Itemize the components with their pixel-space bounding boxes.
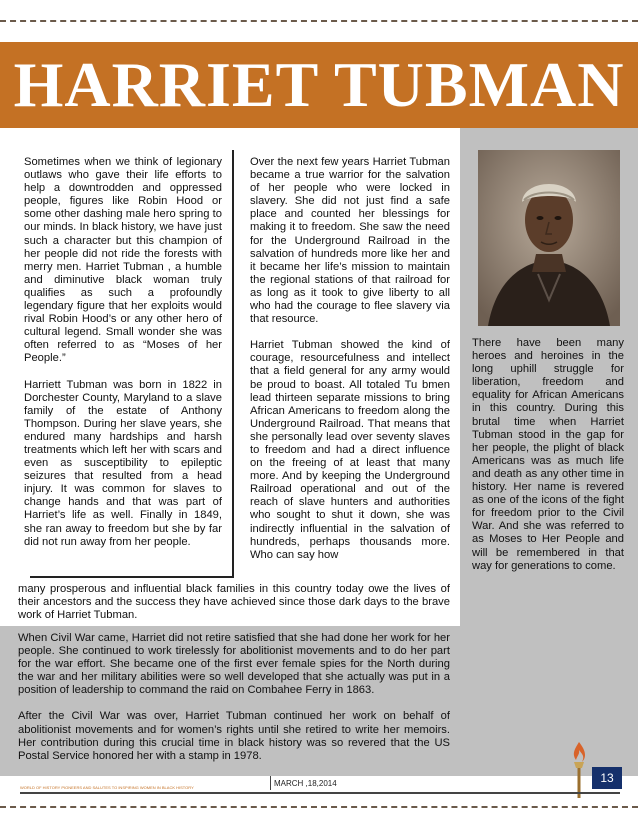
footer-publication-line: WORLD OF HISTORY PIONEERS AND SALUTES TO INSPIRING WOMEN IN BLACK HISTORY <box>20 785 194 790</box>
page-title: HARRIET TUBMAN <box>13 49 625 120</box>
footer-rule <box>20 792 620 794</box>
harriet-tubman-portrait <box>478 150 620 326</box>
column-divider-vertical <box>232 150 234 576</box>
col1-paragraph-1: Sometimes when we think of legionary outlaws who gave their life efforts to help a downtrodden and oppressed people, figures like Robin Hood or some other dashing male hero spring to our minds. In black history, we have just such a character but this champion of her people did not ride the forests with merry men. Harriet Tubman , a humble and diminutive black woman truly qualifies as such a profoundly legendary figure that her exploits would rival Robin Hood’s or any other hero of cultural legend. Small wonder she was often referred to as “Moses of her People.” <box>24 156 222 365</box>
article-column-1 <box>24 156 222 562</box>
lower-paragraph-2: After the Civil War was over, Harriet Tubman continued her work on behalf of abolitionist movements and for women’s rights until she retired to write her memoirs. Her contribution during this crucial time in black history was so revered that the US Postal Service honored her with a stamp in 1978. <box>18 710 450 762</box>
bottom-dashed-border <box>0 806 638 808</box>
article-column-2 <box>250 156 450 575</box>
footer-date: MARCH ,18,2014 <box>274 779 341 789</box>
col2-paragraph-1: Over the next few years Harriet Tubman became a true warrior for the salvation of her people who were locked in slavery. She did not just find a safe place and counted her blessings for making it to freedom. She saw the need for the Underground Railroad in the salvation of hundreds more like her and it became her life’s mission to maintain the regional stations of that railroad for as long as it took to give liberty to all who had the courage to flee slavery via that resource. <box>250 156 450 326</box>
col1-paragraph-2: Harriett Tubman was born in 1822 in Dorchester County, Maryland to a slave family of the estate of Anthony Thompson. During her slave years, she endured many hardships and harsh treatments which left her with scars and even as susceptibility to epileptic seizures that resulted from a head injury. It was common for slaves to change hands and that was part of Harriet’s life as well. Finally in 1849, she ran away to freedom but she by far did not run away from her people. <box>24 378 222 548</box>
lower-paragraph-1: When Civil War came, Harriet did not retire satisfied that she had done her work for her people. She continued to work tirelessly for abolitionist movements and to do her part for the war effort. She became one of the first ever female spies for the North during the war and her military abilities were so well developed that she actually was put in a position of leadership to command the raid on Combahee Ferry in 1863. <box>18 632 450 697</box>
sidebar-paragraph: There have been many heroes and heroines in the long uphill struggle for liberation, freedom and equality for African Americans in this country. During this brutal time when Harriet Tubman stood in the gap for her people, the plight of black Americans was as much life and death as any other time in history. Her name is revered as one of the icons of the fight for freedom prior to the Civil War. And she was referred to as Moses to Her People and will be remembered in that way for generations to come. <box>472 337 624 572</box>
continuation-paragraph: many prosperous and influential black families in this country today owe the lives of their ancestors and the success they have achieved since those dark days to the brave work of Harriet Tubman. <box>18 583 450 622</box>
sidebar-text <box>472 337 624 586</box>
lower-article <box>18 632 450 776</box>
article-continuation <box>18 583 450 635</box>
torch-icon <box>568 740 590 800</box>
footer-separator <box>270 776 271 790</box>
portrait-image <box>478 150 620 326</box>
col2-paragraph-2: Harriet Tubman showed the kind of courage, resourcefulness and intellect that a field general for any army would be proud to boast. All totaled Tu bmen lead thirteen separate missions to bring African Americans to freedom along the Underground Railroad. That means that she personally lead over seventy slaves to freedom and had a direct influence on the freeing of at least that many more. And by keeping the Underground Railroad operational and out of the reach of slave hunters and authorities who sought to shut it down, she was indirectly influential in the salvation of hundreds, perhaps thousands more. Who can say how <box>250 339 450 561</box>
page-number-badge: 13 <box>592 767 622 789</box>
top-dashed-border <box>0 20 638 22</box>
column-divider-horizontal <box>30 576 234 578</box>
